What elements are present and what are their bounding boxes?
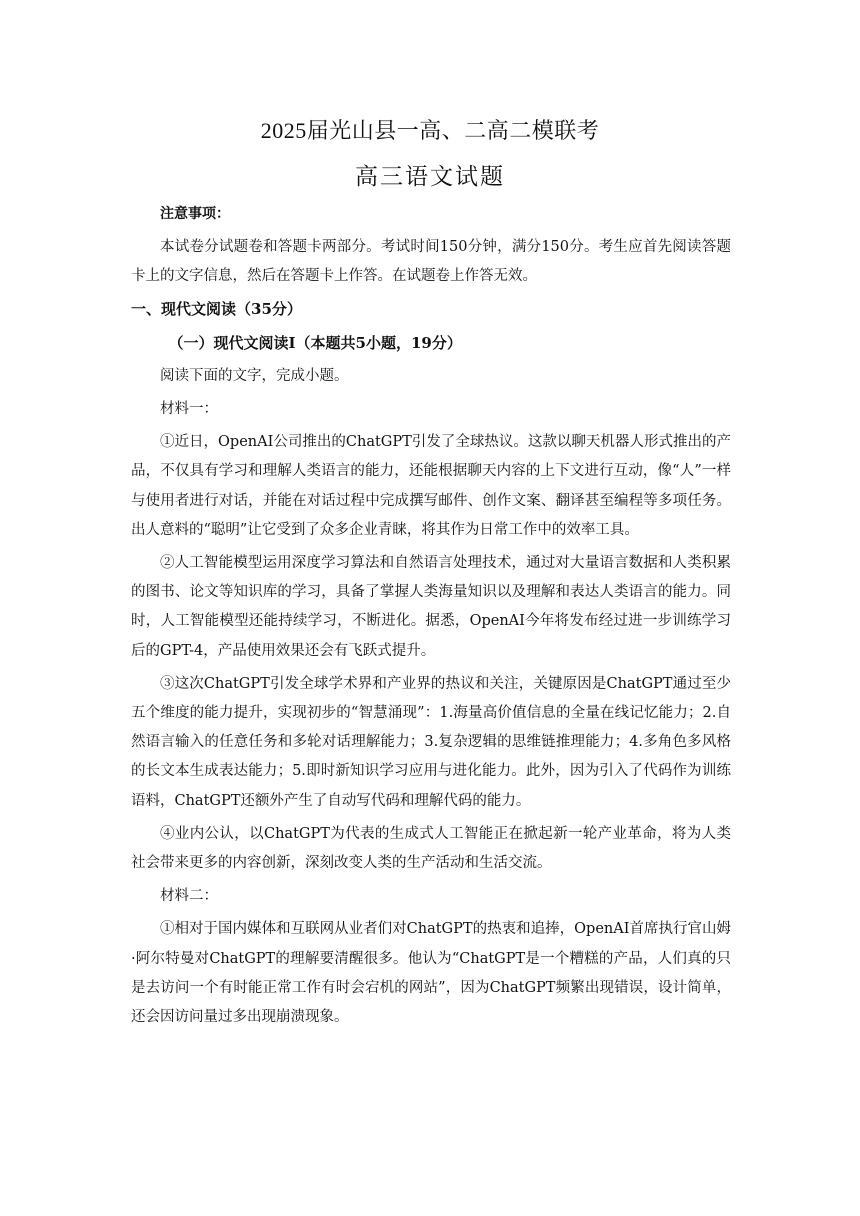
material-two-paragraph-1: ①相对于国内媒体和互联网从业者们对ChatGPT的热衷和追捧，OpenAI首席执行官山姆·阿尔特曼对ChatGPT的理解要清醒很多。他认为“ChatGPT是一个糟糕的产品，人们真的只是去访问一个有时能正常工作有时会宕机的网站”，因为ChatGPT频繁出现错误，设计简单，还会因访问量过多出现崩溃现象。 <box>131 921 731 1026</box>
material-one-paragraph-3: ③这次ChatGPT引发全球学术界和产业界的热议和关注，关键原因是ChatGPT通过至少五个维度的能力提升，实现初步的“智慧涌现”：1.海量高价值信息的全量在线记忆能力；2.自然语言输入的任意任务和多轮对话理解能力；3.复杂逻辑的思维链推理能力；4.多角色多风格的长文本生成表达能力；5.即时新知识学习应用与进化能力。此外，因为引入了代码作为训练语料，ChatGPT还额外产生了自动写代码和理解代码的能力。 <box>131 675 731 809</box>
notice-text: 本试卷分试题卷和答题卡两部分。考试时间150分钟，满分150分。考生应首先阅读答题卡上的文字信息，然后在答题卡上作答。在试题卷上作答无效。 <box>131 239 731 285</box>
notice-label: 注意事项： <box>160 206 230 222</box>
exam-subtitle: 高三语文试题 <box>355 164 505 189</box>
material-one-paragraph-2: ②人工智能模型运用深度学习算法和自然语言处理技术，通过对大量语言数据和人类积累的图书、论文等知识库的学习，具备了掌握人类海量知识以及理解和表达人类语言的能力。同时，人工智能模型还能持续学习，不断进化。据悉，OpenAI今年将发布经过进一步训练学习后的GPT-4，产品使用效果还会有飞跃式提升。 <box>131 555 731 659</box>
material-one-paragraph-1: ①近日，OpenAI公司推出的ChatGPT引发了全球热议。这款以聊天机器人形式推出的产品，不仅具有学习和理解人类语言的能力，还能根据聊天内容的上下文进行互动，像“人”一样与使用者进行对话，并能在对话过程中完成撰写邮件、创作文案、翻译甚至编程等多项任务。出人意料的“聪明”让它受到了众多企业青睐，将其作为日常工作中的效率工具。 <box>131 434 731 538</box>
subsection-heading: （一）现代文阅读Ⅰ（本题共5小题，19分） <box>168 333 462 352</box>
material-two-label: 材料二： <box>160 888 218 905</box>
material-one-paragraph-4: ④业内公认，以ChatGPT为代表的生成式人工智能正在掀起新一轮产业革命，将为人类社会带来更多的内容创新，深刻改变人类的生产活动和生活交流。 <box>131 825 731 872</box>
section-heading: 一、现代文阅读（35分） <box>131 300 302 319</box>
reading-instruction: 阅读下面的文字，完成小题。 <box>160 367 349 384</box>
material-one-label: 材料一： <box>160 401 218 418</box>
exam-title: 2025届光山县一高、二高二模联考 <box>260 118 600 143</box>
exam-content <box>131 233 731 1032</box>
